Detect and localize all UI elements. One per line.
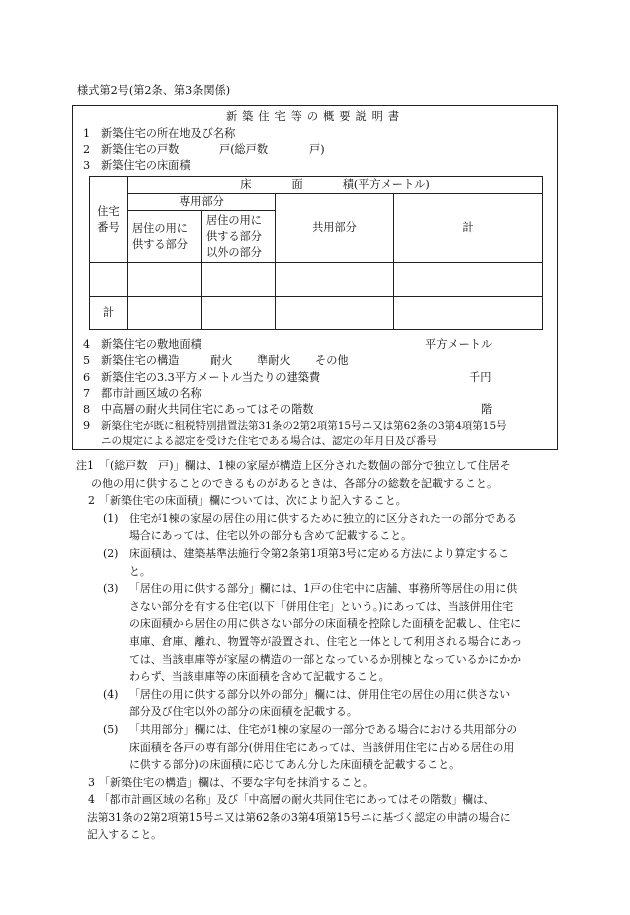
note-n1	[76, 457, 558, 492]
note-line: の床面積から居住の用に供さない部分の床面積を控除した面積を記載し、住宅に	[129, 617, 522, 631]
residential-area-cell[interactable]	[128, 263, 202, 297]
common-part-header: 共用部分	[276, 194, 394, 263]
item-7-number: 7	[83, 387, 91, 400]
item-4-unit: 平方メートル	[425, 338, 493, 351]
item-3-label: 新築住宅の床面積	[101, 159, 191, 172]
note-line: 「共用部分」欄には、住宅が1棟の家屋の一部分である場合における共用部分の	[129, 722, 518, 736]
note-prefix: 注1	[76, 459, 94, 472]
non-residential-part-header: 居住の用に 供する部分 以外の部分	[202, 211, 276, 263]
note-line: 「居住の用に供する部分以外の部分」欄には、併用住宅の居住の用に供さない	[129, 687, 511, 701]
item-1-label: 新築住宅の所在地及び名称	[101, 127, 236, 140]
total-area-cell[interactable]	[394, 263, 543, 297]
form-frame	[72, 105, 558, 450]
note-line: 「新築住宅の床面積」欄については、次により記入すること。	[99, 494, 407, 508]
note-prefix: (4)	[103, 687, 119, 701]
note-line: と。	[129, 564, 151, 578]
residential-part-header: 居住の用に 供する部分	[128, 211, 202, 263]
structure-option-fireproof[interactable]: 耐火	[210, 354, 233, 367]
item-8-number: 8	[83, 403, 91, 416]
note-line: 法第31条の2第2項第15号ニ又は第62条の3第4項第15号ニに基づく認定の申請の場合に	[87, 810, 511, 824]
floor-area-table	[89, 176, 543, 330]
item-9-label-line-1: 新築住宅が既に租税特別措置法第31条の2第2項第15号ニ又は第62条の3第4項第15号	[101, 420, 507, 432]
item-6-unit: 千円	[469, 371, 492, 384]
note-line: ては、当該車庫等が家屋の構造の一部となっているか別棟となっているかにかか	[129, 652, 522, 666]
note-line: 「新築住宅の構造」欄は、不要な字句を抹消すること。	[99, 775, 374, 789]
item-8-label: 中高層の耐火共同住宅にあってはその階数	[101, 403, 314, 416]
note-prefix: (3)	[103, 582, 119, 596]
note-line: 車庫、倉庫、離れ、物置等が設置され、住宅と一体として利用される場合にあっ	[129, 634, 523, 648]
item-2-number: 2	[83, 143, 91, 156]
note-prefix: 4	[88, 793, 95, 807]
common-area-cell[interactable]	[276, 263, 394, 297]
item-2-unit-close: 戸)	[309, 143, 325, 156]
floor-area-unit-header: 床 面 積(平方メートル)	[128, 177, 543, 194]
total-column-header: 計	[394, 194, 543, 263]
note-line: 「居住の用に供する部分」欄には、1戸の住宅中に店舗、事務所等居住の用に供	[129, 582, 518, 596]
house-number-header: 住宅 番号	[90, 177, 128, 263]
item-4-number: 4	[83, 338, 91, 351]
item-5-number: 5	[83, 354, 91, 367]
total-row-label: 計	[90, 297, 128, 330]
note-line: 部分及び住宅以外の部分の床面積を記載する。	[129, 705, 358, 719]
item-8-unit: 階	[481, 403, 493, 416]
note-line: の他の用に供することのできるものがあるときは、各部分の総数を記載すること。	[91, 476, 498, 490]
note-line: 住宅が1棟の家屋の居住の用に供するために独立的に区分された一の部分である	[129, 511, 518, 525]
item-9-number: 9	[83, 419, 91, 432]
total-non-residential-cell[interactable]	[202, 297, 276, 330]
structure-option-other[interactable]: その他	[315, 354, 349, 367]
total-common-cell[interactable]	[276, 297, 394, 330]
note-line: 場合にあっては、住宅以外の部分も含めて記載すること。	[129, 529, 413, 543]
item-2-label: 新築住宅の戸数	[101, 143, 180, 156]
document-title: 新築住宅等の概要説明書	[225, 110, 405, 123]
item-1-number: 1	[83, 127, 91, 140]
form-number: 様式第2号(第2条、第3条関係)	[77, 84, 231, 97]
grand-total-cell[interactable]	[394, 297, 543, 330]
note-n2	[76, 492, 558, 510]
item-6-number: 6	[83, 371, 91, 384]
note-prefix: (2)	[103, 546, 119, 560]
note-n2-4	[76, 686, 558, 721]
note-n2-2	[76, 545, 558, 580]
notes-section	[76, 457, 558, 844]
note-line: 「(総戸数 戸)」欄は、1棟の家屋が構造上区分された数個の部分で独立して住居そ	[99, 459, 511, 472]
item-6-label: 新築住宅の3.3平方メートル当たりの建築費	[101, 371, 321, 384]
note-line: 「都市計画区域の名称」及び「中高層の耐火共同住宅にあってはその階数」欄は、	[99, 793, 495, 807]
note-line: さない部分を有する住宅(以下「併用住宅」という。)にあっては、当該併用住宅	[129, 599, 514, 613]
non-residential-area-cell[interactable]	[202, 263, 276, 297]
note-prefix: (5)	[103, 722, 119, 736]
note-line: 記入すること。	[87, 828, 162, 842]
item-3-number: 3	[83, 159, 91, 172]
note-line: に供する部分)の床面積に応じてあん分した床面積を記載すること。	[129, 758, 460, 772]
item-4-label: 新築住宅の敷地面積	[101, 338, 202, 351]
note-n4	[76, 791, 558, 844]
note-line: 床面積を各戸の専有部分(併用住宅にあっては、当該併用住宅に占める居住の用	[129, 740, 515, 754]
item-5-label: 新築住宅の構造	[101, 354, 180, 367]
note-line: 床面積は、建築基準法施行令第2条第1項第3号に定める方法により算定するこ	[129, 546, 510, 560]
note-n2-3	[76, 580, 558, 686]
note-prefix: (1)	[103, 511, 119, 525]
note-line: わらず、当該車庫等の床面積を含めて記載すること。	[129, 670, 390, 684]
note-n3	[76, 774, 558, 792]
note-n2-5	[76, 721, 558, 774]
note-n2-1	[76, 510, 558, 545]
item-7-label: 都市計画区域の名称	[101, 387, 202, 400]
note-prefix: 2	[88, 494, 95, 508]
structure-option-semi-fireproof[interactable]: 準耐火	[257, 354, 291, 367]
note-prefix: 3	[88, 775, 95, 789]
item-2-unit-units: 戸(総戸数	[219, 143, 269, 156]
total-residential-cell[interactable]	[128, 297, 202, 330]
house-number-cell[interactable]	[90, 263, 128, 297]
item-9-label-line-2: ニの規定による認定を受けた住宅である場合は、認定の年月日及び番号	[101, 435, 437, 447]
exclusive-part-header: 専用部分	[128, 194, 276, 211]
